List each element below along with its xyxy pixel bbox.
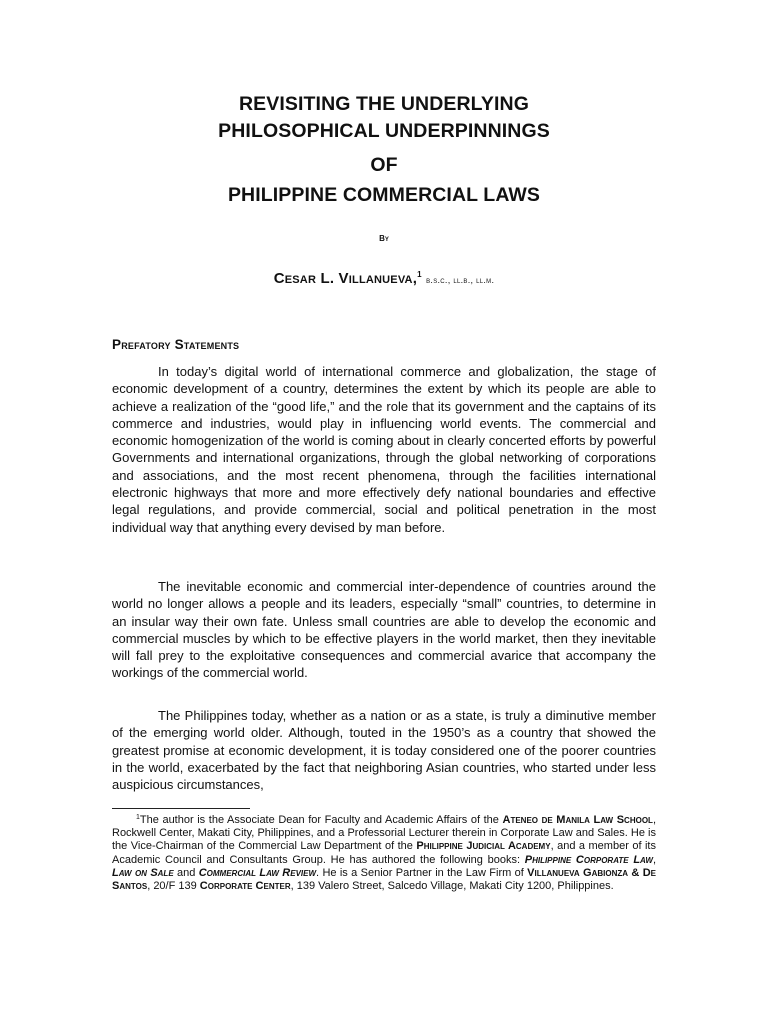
footnote-school-name: Ateneo de Manila Law School: [502, 814, 653, 826]
footnote-separator: [112, 808, 250, 809]
author-footnote-mark[interactable]: 1: [417, 270, 422, 279]
footnote-text: ,: [652, 853, 656, 866]
footnote-mark: 1: [136, 814, 140, 821]
footnote-academy-name: Philippine Judicial Academy: [416, 840, 551, 853]
body-paragraph-1: In today’s digital world of international commerce and globalization, the stage of economic development of a country, determines the extent by which its people are able to achieve a realization of the “good life,” and the role that its government and the captains of its commerce and industries, would play in influencing world events. The commercial and economic homogenization of the world is coming about in clearly concerted efforts by powerful Governments and international organizations, through the global networking of corporations and associations, and the most recent phenomena, through the facilities international electronic highways that more and more effectively defy national boundaries and effective legal regulations, and provide commercial, social and political penetration in the most individual way that anything every devised by man before.: [112, 364, 656, 535]
author-line: [0, 270, 768, 287]
section-heading: Prefatory Statements: [112, 337, 240, 352]
footnote-text: , 20/F 139: [147, 880, 200, 893]
footnote-book-title: Commercial Law Review: [198, 866, 317, 879]
footnote-text: , Rockwell Center, Makati City, Philippines, and a Professorial Lecturer therein in Corporate Law and Sales. He is the Vice-Chairman of the Commercial Law Department of the: [112, 814, 656, 853]
footnote-book-title: Law on Sale: [112, 866, 174, 879]
author-name: Cesar L. Villanueva,: [273, 270, 418, 287]
footnote-building-name: Corporate Center: [199, 880, 291, 893]
title-line-4: PHILIPPINE COMMERCIAL LAWS: [227, 184, 541, 206]
title-line-3: OF: [370, 154, 398, 176]
footnote-text: . He is a Senior Partner in the Law Firm of: [316, 866, 528, 879]
title-line-1: REVISITING THE UNDERLYING: [239, 93, 529, 115]
byline: By: [379, 234, 389, 243]
author-degrees: b.s.c., ll.b., ll.m.: [426, 275, 495, 285]
body-paragraph-3: The Philippines today, whether as a nation or as a state, is truly a diminutive member of the emerging world older. Although, touted in the 1950’s as a country that showed the greatest promise at economic development, it is today considered one of the poorer countries in the world, exacerbated by the fact that neighboring Asian countries, who started under less auspicious circumstances,: [112, 708, 656, 793]
footnote-text: and: [173, 866, 199, 879]
body-paragraph-2: The inevitable economic and commercial inter-dependence of countries around the world no longer allows a people and its leaders, especially “small” countries, to determine in an insular way their own fate. Unless small countries are able to develop the economic and commercial muscles by which to be effective players in the world market, then they inevitable will fall prey to the exploitative consequences and commercial avarice that accompany the workings of the commercial world.: [112, 579, 656, 681]
title-line-2: PHILOSOPHICAL UNDERPINNINGS: [218, 120, 550, 142]
footnote-law-firm: Villanueva Gabionza & De Santos: [112, 866, 656, 893]
footnote-book-title: Philippine Corporate Law: [524, 853, 653, 866]
footnote-text: , and a member of its Academic Council and Consultants Group. He has authored the following books:: [112, 840, 656, 866]
footnote-text: The author is the Associate Dean for Faculty and Academic Affairs of the: [139, 814, 503, 826]
footnote-1: [112, 811, 656, 893]
footnote-text: , 139 Valero Street, Salcedo Village, Makati City 1200, Philippines.: [290, 880, 614, 893]
